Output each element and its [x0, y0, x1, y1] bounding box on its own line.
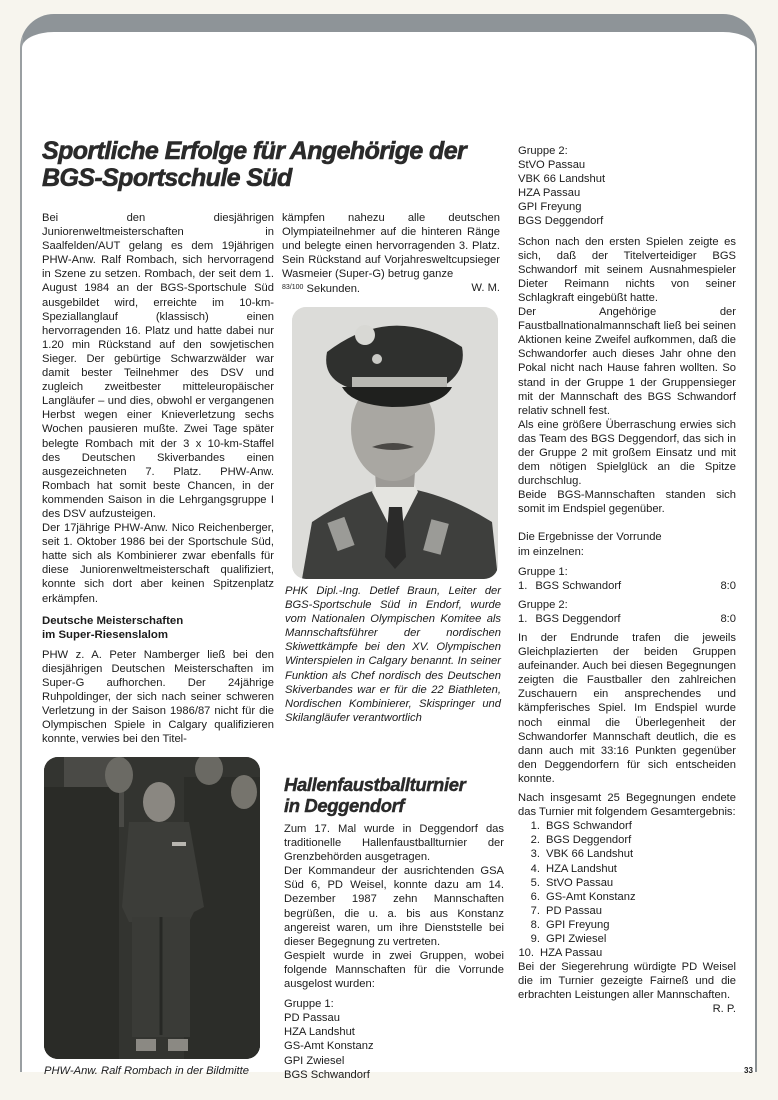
paragraph: Nach insgesamt 25 Begegnungen endete das Turnier mit folgendem Gesamtergebnis: — [518, 792, 736, 819]
spacer — [518, 516, 736, 530]
author-signature: W. M. — [471, 282, 500, 295]
result-row — [518, 612, 736, 626]
team-item: BGS Schwandorf — [284, 1068, 370, 1081]
subheading — [42, 614, 274, 642]
paragraph: Der Kommandeur der ausrichtenden GSA Süd 6, PD Weisel, konnte dazu am 14. Dezember 1987 zehn Mannschaften begrüßen, die u. a. bis aus Konstanz angereist waren, um ihre Dienststelle bei dieser Begegnung zu vertreten. — [284, 865, 504, 948]
prelim-intro-line: Die Ergebnisse der Vorrunde — [518, 531, 662, 544]
paragraph-text: kämpfen nahezu alle deutschen Olympiateilnehmer auf die hinteren Ränge und belegte einen hervorragenden 3. Platz. Sein Rückstand auf Vorjahresweltcupsieger Wasmeier (Super-G) betrug ganze — [282, 212, 500, 281]
team-item: HZA Landshut — [284, 1026, 355, 1039]
rank: 10. — [518, 947, 534, 960]
team: HZA Landshut — [546, 862, 617, 875]
section-title-line: Hallenfaustballturnier — [284, 774, 466, 795]
team-item: PD Passau — [284, 1012, 340, 1025]
section-title — [284, 774, 504, 816]
group-label: Gruppe 1: — [284, 998, 334, 1011]
caption-text: PHW-Anw. Ralf Rombach in der Bildmitte — [44, 1065, 249, 1077]
team: GPI Zwiesel — [546, 932, 607, 945]
paragraph: Beide BGS-Mannschaften standen sich somit im Endspiel gegenüber. — [518, 489, 736, 516]
paragraph: In der Endrunde trafen die jeweils Gleichplazierten der beiden Gruppen aufeinander. Auch bei diesen Begegnungen zeigten die Faustballer den zahlreichen Zuschauern ein ansprechendes und kämpferisches Spiel. Im Endspiel wurde noch einmal die Überlegenheit der Schwandorfer Mannschaft deutlich, die es dann auch mit 33:16 Punkten gegenüber den Deggendorfern für sich entscheiden konnte. — [518, 632, 736, 785]
rank: 7. — [530, 904, 540, 917]
result-item — [518, 946, 736, 960]
result-score: 8:0 — [720, 612, 736, 625]
team: PD Passau — [546, 904, 602, 917]
subheading-line: Deutsche Meisterschaften — [42, 614, 184, 627]
subheading-line: im Super-Riesenslalom — [42, 628, 168, 641]
result-item — [518, 862, 736, 876]
result-team-name: BGS Deggendorf — [535, 612, 621, 625]
result-item — [518, 904, 736, 918]
rank: 5. — [530, 876, 540, 889]
team-item: HZA Passau — [518, 187, 581, 200]
caption-text: PHK Dipl.-Ing. Detlef Braun, Leiter der BGS-Sportschule Süd in Endorf, wurde vom Nationalen Olympischen Komitee als Mannschaftsführer der nordischen Skiwettkämpfe bei den XV. Olympischen Winterspielen in Calgary benannt. In seiner Funktion als Chef nordisch des Deutschen Skiverbandes war er für die 22 Biathleten, Nordischen Kombinierer, Skispringer und Skilangläufer verantwortlich — [285, 585, 501, 724]
rank: 4. — [530, 862, 540, 875]
article-title: Sportliche Erfolge für Angehörige der BGS-Sportschule Süd — [42, 137, 467, 192]
team-photo — [44, 757, 260, 1059]
page-number: 33 — [744, 1066, 753, 1075]
section-title-line: in Deggendorf — [284, 795, 405, 816]
paragraph: PHW z. A. Peter Namberger ließ bei den diesjährigen Deutschen Meisterschaften im Super-G aufhorchen. Der 24jährige Ruhpoldinger, der sich nach seiner schweren Verletzung in der Saison 1986/87 nicht für die Olympischen Spiele in Calgary qualifizieren konnte, verwies bei den Titel- — [42, 648, 274, 746]
overall-results-list — [518, 819, 736, 960]
portrait-illustration — [292, 307, 498, 579]
team: HZA Passau — [540, 947, 603, 960]
group-label: Gruppe 1: — [518, 565, 568, 578]
paragraph: Bei den diesjährigen Juniorenweltmeisterschaften in Saalfelden/AUT gelang es dem 19jährigen PHW-Anw. Ralf Rombach, sich hervorragend in Szene zu setzen. Rombach, der seit dem 1. August 1984 an der BGS-Sportschule Süd ausgebildet wird, erreichte im 10-km-Speziallanglauf (klassisch) einen hervorragenden 16. Platz und hatte dabei nur 1.20 min Rückstand auf den sowjetischen Sieger. Der gebürtige Schwarzwälder war damit bester Teilnehmer des DSV und zugleich zweitbester mitteleuropäischer Langläufer – und dies, obwohl er vergangenen Herbst wegen einer Knieverletzung sechs Wochen pausieren mußte. Zwei Tage später belegte Rombach mit der 3 x 10-km-Staffel des Deutschen Skiverbandes einen ausgezeichneten 7. Platz. PHW-Anw. Rombach hat somit beste Chancen, in der kommenden Saison in die Lehrgangsgruppe I des DSV aufzusteigen. — [42, 212, 274, 520]
portrait-photo — [292, 307, 498, 579]
result-score: 8:0 — [720, 579, 736, 592]
team: GPI Freyung — [546, 918, 610, 931]
result-rank: 1. — [518, 579, 528, 592]
group-1-list — [284, 997, 504, 1082]
prelim-result-group-2 — [518, 598, 736, 626]
result-item — [518, 918, 736, 932]
team-item: GPI Zwiesel — [284, 1054, 345, 1067]
team-caption — [44, 1064, 264, 1078]
paragraph: Der 17jährige PHW-Anw. Nico Reichenberger, seit 1. Oktober 1986 bei der Sportschule Süd, hatte sich als Kombinierer zwar ebenfalls für diese Juniorenweltmeisterschaft qualifiziert, konnte sich dort aber keinen Spitzenplatz erkämpfen. — [42, 522, 274, 605]
column-2-top — [282, 211, 500, 297]
paragraph: Gespielt wurde in zwei Gruppen, wobei folgende Mannschaften für die Vorrunde ausgelost wurden: — [284, 949, 504, 991]
rank: 1. — [530, 820, 540, 833]
result-item — [518, 876, 736, 890]
column-3 — [518, 144, 736, 1017]
portrait-caption — [285, 584, 501, 725]
team-item: VBK 66 Landshut — [518, 173, 606, 186]
rank: 9. — [530, 932, 540, 945]
rank: 2. — [530, 834, 540, 847]
paragraph: Bei der Siegerehrung würdigte PD Weisel die im Turnier gezeigte Fairneß und die erbrachten Leistungen aller Mannschaften. — [518, 961, 736, 1002]
team: VBK 66 Landshut — [546, 848, 634, 861]
paragraph — [282, 211, 500, 281]
rank: 8. — [530, 918, 540, 931]
prelim-result-group-1 — [518, 565, 736, 593]
fraction-text — [282, 281, 360, 296]
author-signature: R. P. — [712, 1003, 736, 1016]
prelim-intro — [518, 530, 736, 558]
fraction: 83/100 — [282, 284, 304, 292]
team-item: StVO Passau — [518, 159, 586, 172]
result-team — [518, 612, 629, 626]
result-item — [518, 932, 736, 946]
spacer — [42, 606, 274, 614]
result-item — [518, 833, 736, 847]
rank: 3. — [530, 848, 540, 861]
tail-text: Sekunden. — [306, 283, 361, 296]
paragraph: Der Angehörige der Faustballnationalmannschaft ließ bei seinen Aktionen keine Zweifel aufkommen, daß die Schwandorfer auch dieses Jahr ohne den Pokal nicht nach Hause fahren wollten. So stand in der Gruppe 1 der Gruppensieger mit der Mannschaft des BGS Schwandorf relativ schnell fest. — [518, 306, 736, 417]
paragraph: Schon nach den ersten Spielen zeigte es sich, daß der Titelverteidiger BGS Schwandorf mit seinem Ausnahmespieler Dieter Reimann nichts von seiner Schlagkraft eingebüßt hatte. — [518, 235, 736, 304]
result-item — [518, 819, 736, 833]
result-team-name: BGS Schwandorf — [535, 579, 622, 592]
group-label: Gruppe 2: — [518, 598, 568, 611]
paragraph: Zum 17. Mal wurde in Deggendorf das traditionelle Hallenfaustballturnier der Grenzbehörden ausgetragen. — [284, 823, 504, 864]
prelim-intro-line: im einzelnen: — [518, 545, 584, 558]
team: GS-Amt Konstanz — [546, 890, 636, 903]
group-2-list — [518, 144, 736, 229]
team: BGS Schwandorf — [546, 820, 632, 833]
result-item — [518, 847, 736, 861]
team-item: GS-Amt Konstanz — [284, 1040, 374, 1053]
rank: 6. — [530, 890, 540, 903]
team-item: GPI Freyung — [518, 201, 582, 214]
signature-line — [518, 1002, 736, 1016]
paragraph: Als eine größere Überraschung erwies sich das Team des BGS Deggendorf, das sich in der Gruppe 2 mit großem Einsatz und mit dem nötigen Spielglück an die Spitze durchschlug. — [518, 418, 736, 488]
result-row — [518, 579, 736, 593]
team: BGS Deggendorf — [546, 834, 632, 847]
team-item: BGS Deggendorf — [518, 215, 604, 228]
column-1 — [42, 211, 274, 746]
group-label: Gruppe 2: — [518, 145, 568, 157]
team: StVO Passau — [546, 876, 614, 889]
signature-line — [282, 281, 500, 296]
column-2-bottom — [284, 774, 504, 1082]
result-rank: 1. — [518, 612, 528, 625]
team-illustration — [44, 757, 260, 1059]
result-item — [518, 890, 736, 904]
result-team — [518, 579, 629, 593]
